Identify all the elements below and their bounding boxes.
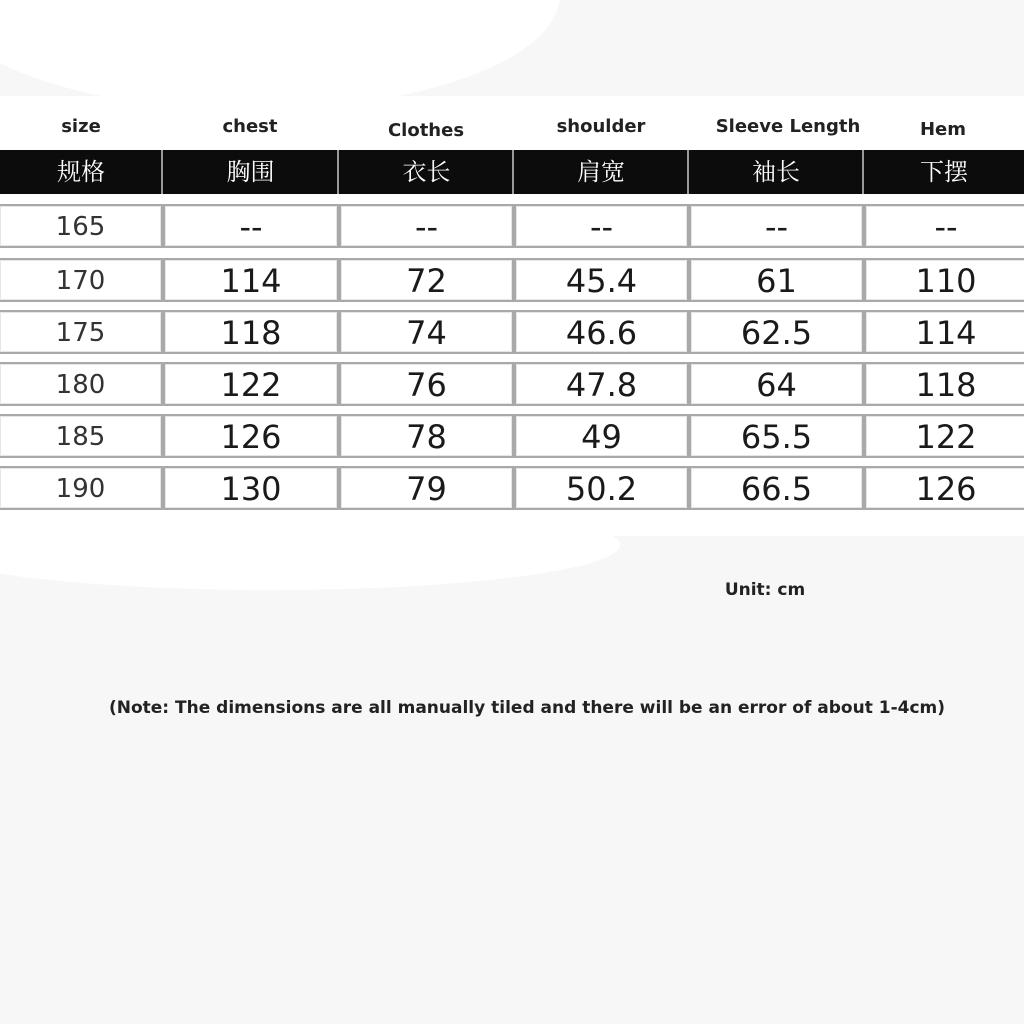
table-row (0, 414, 1024, 458)
table-row (0, 310, 1024, 354)
sleeve-length-cell: -- (689, 204, 864, 248)
hem-cell: 110 (864, 258, 1024, 302)
header-cn-shoulder: 肩宽 (577, 158, 625, 186)
shoulder-cell: 46.6 (514, 310, 689, 354)
header-hem: Hem (919, 119, 967, 140)
header-sleeve-length: Sleeve Length (715, 116, 861, 137)
clothes-cell: 76 (339, 362, 514, 406)
table-row (0, 362, 1024, 406)
hem-cell: 126 (864, 466, 1024, 510)
header-shoulder: shoulder (556, 116, 646, 137)
measurement-note: (Note: The dimensions are all manually tiled and there will be an error of about 1-4cm) (108, 698, 946, 718)
table-row (0, 204, 1024, 248)
shoulder-cell: 50.2 (514, 466, 689, 510)
chest-cell: 130 (163, 466, 339, 510)
shoulder-cell: -- (514, 204, 689, 248)
size-cell: 185 (0, 414, 163, 458)
clothes-cell: 74 (339, 310, 514, 354)
header-cn-sleeve-length: 袖长 (752, 158, 800, 186)
sleeve-length-cell: 61 (689, 258, 864, 302)
header-chest: chest (222, 116, 278, 137)
sleeve-length-cell: 64 (689, 362, 864, 406)
chest-cell: 118 (163, 310, 339, 354)
shoulder-cell: 49 (514, 414, 689, 458)
chinese-header-row (0, 150, 1024, 194)
size-cell: 190 (0, 466, 163, 510)
header-cn-chest: 胸围 (226, 158, 275, 186)
header-cn-hem: 下摆 (920, 158, 968, 186)
shoulder-cell: 45.4 (514, 258, 689, 302)
hem-cell: -- (864, 204, 1024, 248)
clothes-cell: 78 (339, 414, 514, 458)
hem-cell: 122 (864, 414, 1024, 458)
table-row (0, 258, 1024, 302)
unit-label: Unit: cm (724, 580, 806, 600)
chest-cell: 114 (163, 258, 339, 302)
clothes-cell: 72 (339, 258, 514, 302)
size-cell: 165 (0, 204, 163, 248)
hem-cell: 114 (864, 310, 1024, 354)
english-header-row (0, 112, 1024, 146)
size-cell: 170 (0, 258, 163, 302)
sleeve-length-cell: 65.5 (689, 414, 864, 458)
size-cell: 180 (0, 362, 163, 406)
chest-cell: 122 (163, 362, 339, 406)
background-shape (0, 0, 560, 110)
chest-cell: 126 (163, 414, 339, 458)
sleeve-length-cell: 66.5 (689, 466, 864, 510)
header-cn-size: 规格 (57, 158, 105, 186)
table-row (0, 466, 1024, 510)
sleeve-length-cell: 62.5 (689, 310, 864, 354)
hem-cell: 118 (864, 362, 1024, 406)
chest-cell: -- (163, 204, 339, 248)
clothes-cell: 79 (339, 466, 514, 510)
header-size: size (61, 116, 101, 137)
header-clothes: Clothes (387, 120, 465, 141)
clothes-cell: -- (339, 204, 514, 248)
header-cn-clothes: 衣长 (402, 158, 451, 186)
background-shape (0, 500, 620, 590)
shoulder-cell: 47.8 (514, 362, 689, 406)
size-cell: 175 (0, 310, 163, 354)
